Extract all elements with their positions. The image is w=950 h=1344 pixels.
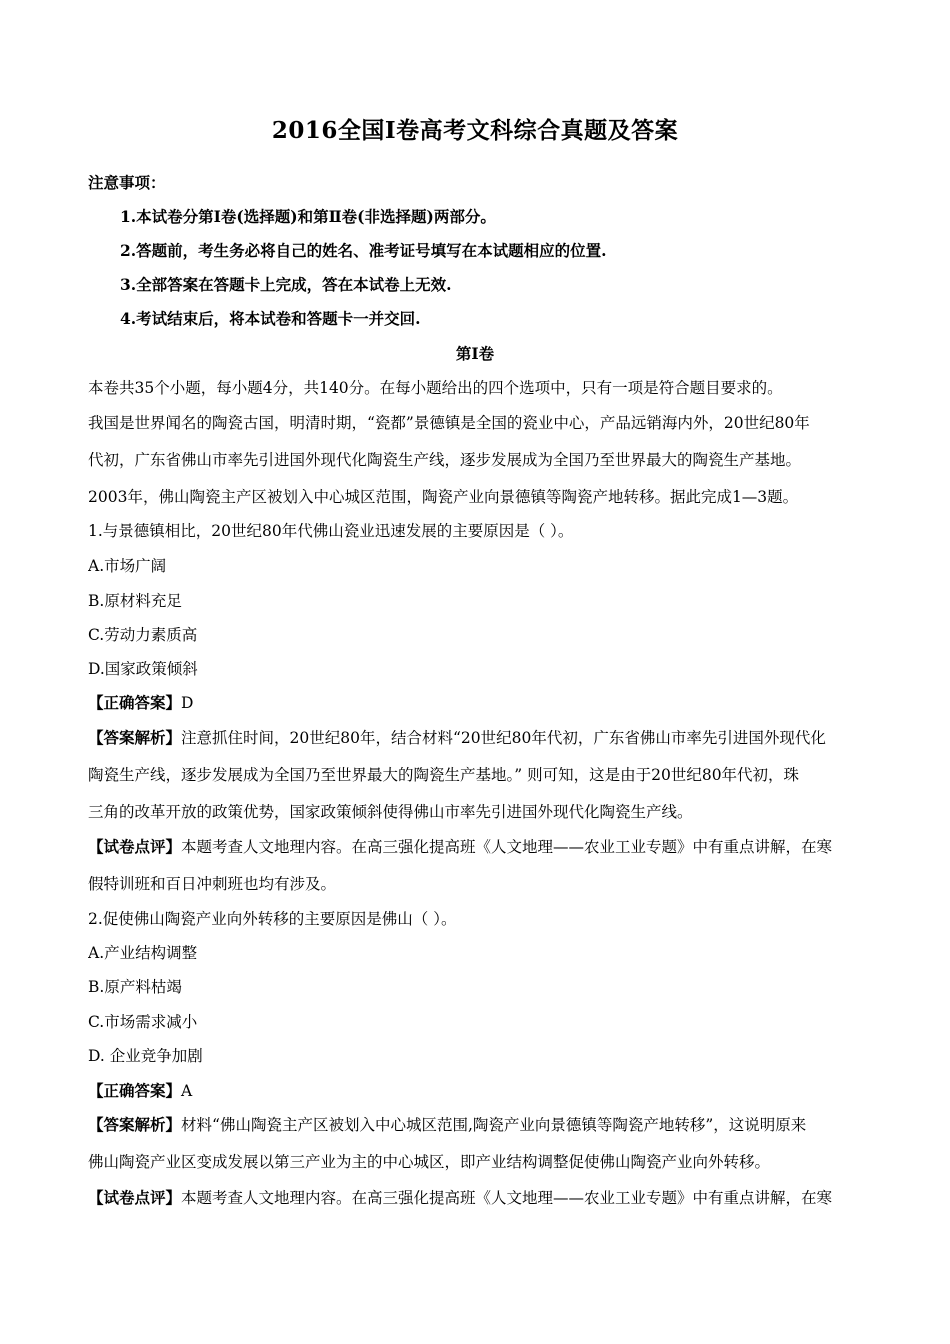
question-1-analysis-line-2: 陶瓷生产线，逐步发展成为全国乃至世界最大的陶瓷生产基地。” 则可知，这是由于20世纪80年代初，珠 (88, 766, 800, 784)
answer-tag: 【正确答案】 (88, 693, 182, 712)
question-1-option-d: D.国家政策倾斜 (88, 660, 198, 678)
question-2-answer-line (88, 1080, 866, 1102)
question-1-option-a: A.市场广阔 (88, 557, 167, 575)
review-tag: 【试卷点评】 (88, 837, 182, 856)
notice-item-4: 4.考试结束后，将本试卷和答题卡一并交回. (120, 309, 421, 328)
section-title: 第Ⅰ卷 (455, 344, 495, 363)
question-2-analysis-line-2: 佛山陶瓷产业区变成发展以第三产业为主的中心城区，即产业结构调整促使佛山陶瓷产业向外转移。 (88, 1153, 771, 1171)
review-text: 本题考查人文地理内容。在高三强化提高班《人文地理——农业工业专题》中有重点讲解，在寒 (181, 838, 833, 856)
analysis-tag: 【答案解析】 (88, 1115, 182, 1134)
passage-line-2: 代初，广东省佛山市率先引进国外现代化陶瓷生产线，逐步发展成为全国乃至世界最大的陶瓷生产基地。 (88, 451, 802, 469)
question-1-analysis-line-1 (88, 727, 866, 749)
section-intro: 本卷共35个小题，每小题4分，共140分。在每小题给出的四个选项中，只有一项是符合题目要求的。 (88, 379, 783, 397)
review-tag: 【试卷点评】 (88, 1188, 182, 1207)
passage-line-3: 2003年，佛山陶瓷主产区被划入中心城区范围，陶瓷产业向景德镇等陶瓷产地转移。据此完成1—3题。 (88, 488, 799, 506)
question-1-review-line-2: 假特训班和百日冲刺班也均有涉及。 (88, 875, 337, 893)
analysis-tag: 【答案解析】 (88, 728, 182, 747)
question-2-review-line-1 (88, 1187, 866, 1209)
notice-item-2: 2.答题前，考生务必将自己的姓名、准考证号填写在本试题相应的位置. (120, 241, 607, 260)
notice-heading: 注意事项： (88, 173, 166, 192)
answer-value: A (181, 1082, 193, 1100)
analysis-text: 材料“佛山陶瓷主产区被划入中心城区范围,陶瓷产业向景德镇等陶瓷产地转移”，这说明原来 (181, 1116, 807, 1134)
answer-value: D (181, 694, 194, 712)
question-1-review-line-1 (88, 836, 866, 858)
answer-tag: 【正确答案】 (88, 1081, 182, 1100)
passage-line-1: 我国是世界闻名的陶瓷古国，明清时期，“瓷都”景德镇是全国的瓷业中心，产品远销海内外，20世纪80年 (88, 414, 810, 432)
question-1-answer-line (88, 692, 866, 714)
question-2-option-c: C.市场需求减小 (88, 1013, 198, 1031)
review-text: 本题考查人文地理内容。在高三强化提高班《人文地理——农业工业专题》中有重点讲解，在寒 (181, 1189, 833, 1207)
question-1-option-b: B.原材料充足 (88, 592, 182, 610)
question-2-option-a: A.产业结构调整 (88, 944, 198, 962)
question-1-stem: 1.与景德镇相比，20世纪80年代佛山瓷业迅速发展的主要原因是（ ）。 (88, 522, 574, 540)
question-1-option-c: C.劳动力素质高 (88, 626, 198, 644)
question-2-stem: 2.促使佛山陶瓷产业向外转移的主要原因是佛山（ ）。 (88, 910, 457, 928)
question-1-analysis-line-3: 三角的改革开放的政策优势，国家政策倾斜使得佛山市率先引进国外现代化陶瓷生产线。 (88, 803, 693, 821)
analysis-text: 注意抓住时间，20世纪80年，结合材料“20世纪80年代初，广东省佛山市率先引进国外现代化 (181, 729, 826, 747)
question-2-analysis-line-1 (88, 1114, 866, 1136)
question-2-option-d: D. 企业竞争加剧 (88, 1047, 203, 1065)
notice-item-3: 3.全部答案在答题卡上完成，答在本试卷上无效. (120, 275, 452, 294)
question-2-option-b: B.原产料枯竭 (88, 978, 182, 996)
notice-item-1: 1.本试卷分第Ⅰ卷(选择题)和第Ⅱ卷(非选择题)两部分。 (120, 207, 496, 226)
document-title: 2016全国Ⅰ卷高考文科综合真题及答案 (271, 117, 679, 144)
